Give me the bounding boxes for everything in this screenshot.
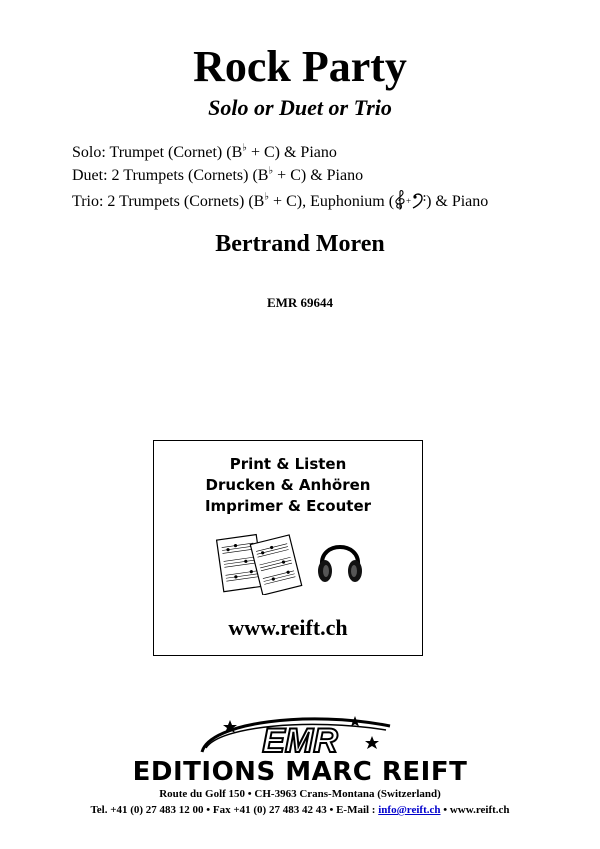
promo-line: Drucken & Anhören bbox=[205, 476, 371, 494]
website-link[interactable]: www.reift.ch bbox=[228, 615, 348, 640]
promo-line: Imprimer & Ecouter bbox=[204, 497, 372, 515]
publisher-address: Route du Golf 150 • CH-3963 Crans-Montana (Switzerland) bbox=[159, 788, 441, 800]
sheet-music-icon bbox=[216, 531, 304, 600]
publisher-contact: Tel. +41 (0) 27 483 12 00 • Fax +41 (0) 27 483 42 43 • E-Mail : info@reift.ch • www.reift.ch bbox=[90, 804, 510, 816]
promo-line: Print & Listen bbox=[229, 455, 347, 473]
email-link[interactable]: info@reift.ch bbox=[378, 804, 441, 816]
instrumentation-solo: Solo: Trumpet (Cornet) (B♭ + C) & Piano bbox=[72, 142, 337, 161]
page-title: Rock Party bbox=[193, 42, 407, 91]
logo-text: EMR bbox=[262, 722, 338, 758]
print-listen-box bbox=[153, 440, 423, 656]
emr-logo bbox=[190, 712, 410, 763]
composer: Bertrand Moren bbox=[215, 231, 385, 257]
flat-sign: ♭ bbox=[242, 142, 247, 154]
treble-bass-clef-icon bbox=[394, 190, 426, 216]
instrumentation-duet: Duet: 2 Trumpets (Cornets) (B♭ + C) & Piano bbox=[72, 165, 364, 184]
headphones-icon bbox=[314, 533, 366, 592]
subtitle: Solo or Duet or Trio bbox=[208, 95, 392, 120]
instrumentation-trio: Trio: 2 Trumpets (Cornets) (B♭ + C), Euphonium ( + ) & Piano bbox=[72, 190, 488, 216]
publisher-name: EDITIONS MARC REIFT bbox=[132, 757, 468, 787]
catalog-number: EMR 69644 bbox=[266, 295, 334, 310]
svg-text:+: + bbox=[406, 196, 412, 206]
flat-sign: ♭ bbox=[268, 165, 274, 177]
flat-sign: ♭ bbox=[264, 191, 270, 203]
